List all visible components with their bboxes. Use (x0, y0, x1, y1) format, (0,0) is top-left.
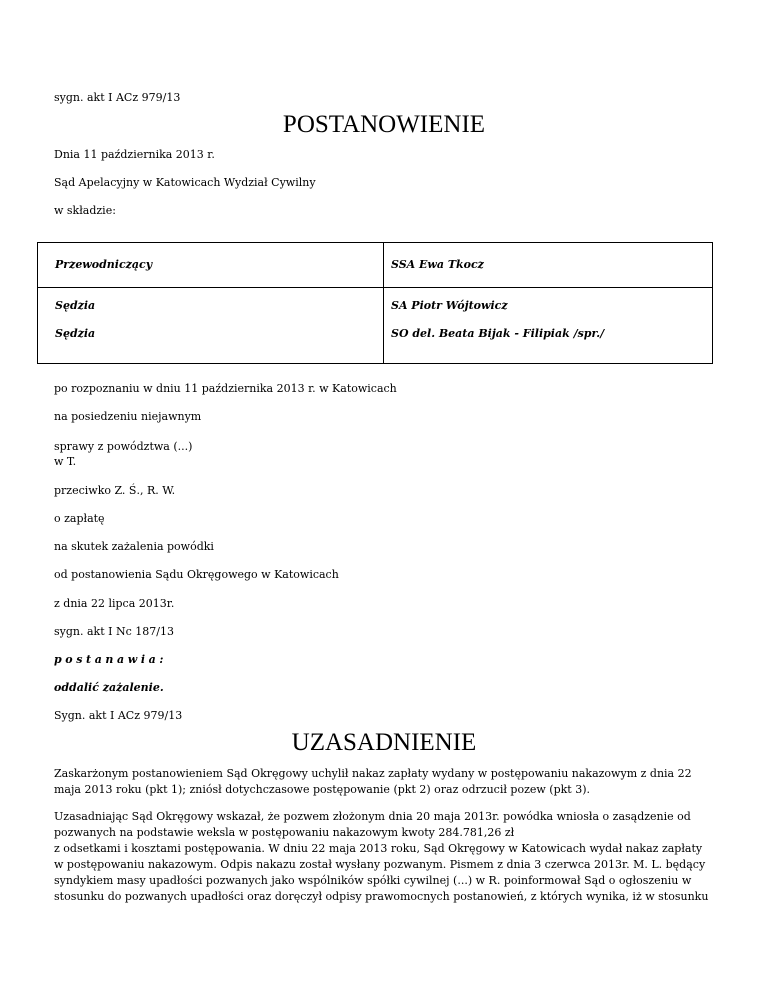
proceedings-defendants: przeciwko Z. Ś., R. W. (54, 484, 176, 497)
bench-role-judge-1: Sędzia (55, 299, 96, 312)
justification-case-number: Sygn. akt I ACz 979/13 (54, 709, 183, 722)
bench-role-presiding: Przewodniczący (55, 258, 153, 271)
proceedings-appeal: na skutek zażalenia powódki (54, 540, 214, 553)
composition-label: w składzie: (54, 204, 116, 217)
proceedings-date-place: po rozpoznaniu w dniu 11 października 2013 r. w Katowicach (54, 382, 397, 395)
decision-text: oddalić zażalenie. (54, 681, 164, 694)
paragraph-line: Uzasadniając Sąd Okręgowy wskazał, że pozwem złożonym dnia 20 maja 2013r. powódka wniosła o zasądzenie od (54, 810, 691, 823)
table-column-divider (383, 243, 384, 363)
decision-label: postanawia: (54, 653, 167, 666)
paragraph-line: z odsetkami i kosztami postępowania. W dniu 22 maja 2013 roku, Sąd Okręgowy w Katowicach wydał nakaz zapłaty (54, 842, 703, 855)
proceedings-session: na posiedzeniu niejawnym (54, 410, 202, 423)
document-title: POSTANOWIENIE (282, 111, 486, 138)
paragraph-line: syndykiem masy upadłości pozwanych jako wspólników spółki cywilnej (...) w R. poinformował Sąd o ogłoszeniu w (54, 874, 692, 887)
paragraph-line: stosunku do pozwanych upadłości oraz doręczył odpisy prawomocnych postanowień, z których wynika, iż w stosunku (54, 890, 709, 903)
paragraph-line: maja 2013 roku (pkt 1); zniósł dotychczasowe postępowanie (pkt 2) oraz odrzucił pozew (pkt 3). (54, 783, 591, 796)
bench-name-judge-1: SA Piotr Wójtowicz (391, 299, 508, 312)
justification-paragraph-1 (54, 766, 719, 798)
proceedings-subject: o zapłatę (54, 512, 105, 525)
bench-name-judge-2: SO del. Beata Bijak - Filipiak /spr./ (391, 327, 605, 340)
proceedings-lower-date: z dnia 22 lipca 2013r. (54, 597, 175, 610)
bench-name-presiding: SSA Ewa Tkocz (391, 258, 484, 271)
proceedings-lower-case-number: sygn. akt I Nc 187/13 (54, 625, 174, 638)
proceedings-plaintiff: sprawy z powództwa (...) (54, 440, 193, 453)
justification-title: UZASADNIENIE (291, 729, 477, 756)
bench-role-judge-2: Sędzia (55, 327, 96, 340)
decision-date: Dnia 11 października 2013 r. (54, 148, 215, 161)
paragraph-line: pozwanych na podstawie weksla w postępowaniu nakazowym kwoty 284.781,26 zł (54, 826, 515, 839)
proceedings-lower-court: od postanowienia Sądu Okręgowego w Katowicach (54, 568, 339, 581)
court-name: Sąd Apelacyjny w Katowicach Wydział Cywilny (54, 176, 316, 189)
bench-table (37, 242, 713, 364)
justification-paragraph-2 (54, 809, 719, 905)
proceedings-plaintiff-place: w T. (54, 455, 77, 468)
paragraph-line: w postępowaniu nakazowym. Odpis nakazu został wysłany pozwanym. Pismem z dnia 3 czerwca 2013r. M. L. będący (54, 858, 706, 871)
table-row-divider (38, 287, 712, 288)
paragraph-line: Zaskarżonym postanowieniem Sąd Okręgowy uchylił nakaz zapłaty wydany w postępowaniu nakazowym z dnia 22 (54, 767, 692, 780)
case-number-top: sygn. akt I ACz 979/13 (54, 91, 181, 104)
